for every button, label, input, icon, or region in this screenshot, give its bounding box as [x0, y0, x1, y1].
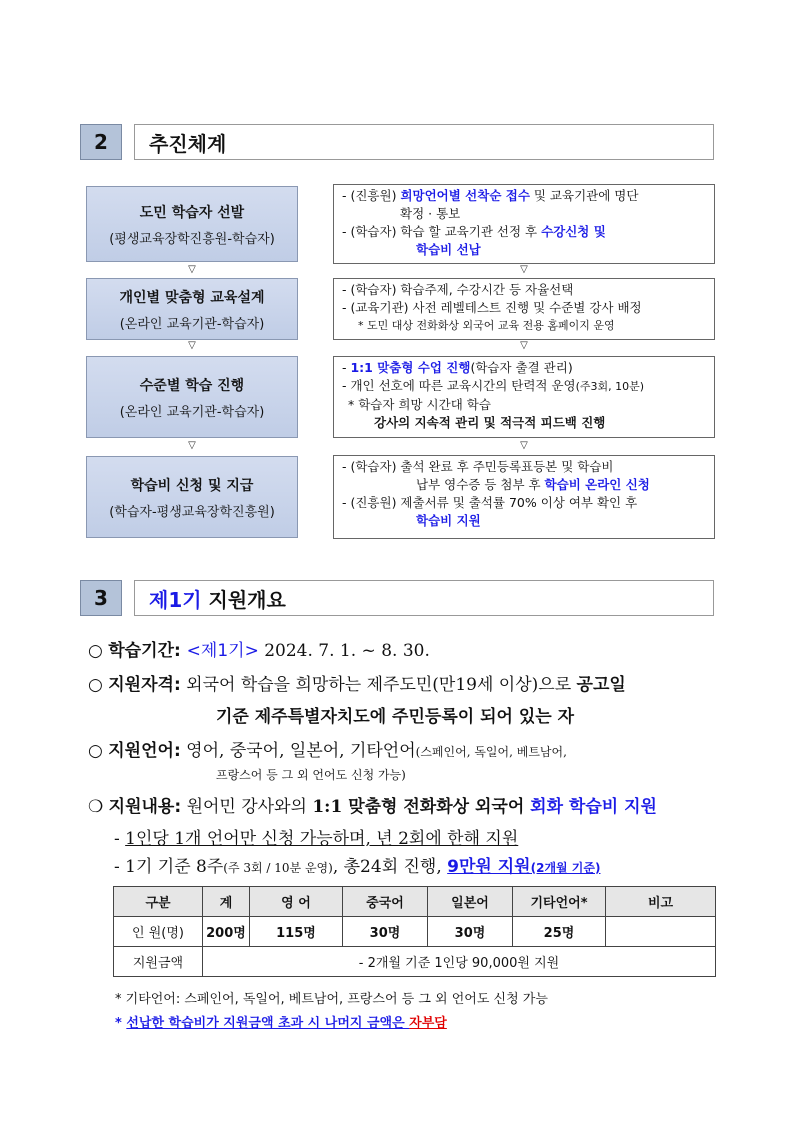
step-detail-payment	[333, 455, 715, 539]
detail-text: - (학습자) 학습주제, 수강시간 등 자율선택	[342, 282, 574, 297]
language-value: 영어, 중국어, 일본어, 기타언어	[180, 741, 416, 761]
step-title: 학습비 신청 및 지급	[130, 477, 254, 494]
detail-text: - 개인 선호에 따른 교육시간의 탄력적 운영	[342, 378, 576, 393]
detail-highlight: 학습비 선납	[416, 242, 481, 257]
table-cell: 115명	[250, 917, 343, 947]
step-subtitle: (온라인 교육기관-학습자)	[119, 404, 265, 420]
dash-highlight-small: (2개월 기준)	[530, 861, 601, 875]
section-title	[134, 580, 714, 616]
table-cell: - 2개월 기준 1인당 90,000원 지원	[203, 947, 716, 977]
qualification-bold: 기준 제주특별자치도에 주민등록이 되어 있는 자	[216, 707, 575, 727]
dash-small: (주 3회 / 10분 운영)	[223, 861, 333, 875]
support-table	[113, 886, 716, 977]
detail-text: 및 교육기관에 명단	[529, 188, 639, 203]
detail-highlight: 희망언어별 선착순 접수	[400, 188, 530, 203]
table-header: 계	[203, 887, 250, 917]
section-title-text: 지원개요	[201, 587, 286, 612]
down-arrow-icon: ▽	[520, 440, 528, 451]
table-cell	[606, 917, 716, 947]
detail-text: * 학습자 희망 시간대 학습	[348, 397, 491, 412]
detail-text: - (학습자) 학습 할 교육기관 선정 후	[342, 224, 542, 239]
detail-text: - (진흥원) 제출서류 및 출석률 70% 이상 여부 확인 후	[342, 495, 638, 510]
table-header-row	[114, 887, 716, 917]
detail-highlight: 학습비 온라인 신청	[544, 477, 650, 492]
step-title: 개인별 맞춤형 교육설계	[119, 289, 265, 306]
table-cell: 30명	[343, 917, 428, 947]
detail-text: - (학습자) 출석 완료 후 주민등록표등본 및 학습비	[342, 459, 614, 474]
dash-text: 1인당 1개 언어만 신청 가능하며, 년 2회에 한해 지원	[125, 829, 519, 849]
qualification-line: ○ 지원자격: 외국어 학습을 희망하는 제주도민(만19세 이상)으로 공고일	[88, 675, 626, 695]
detail-small: (주3회, 10분)	[575, 380, 645, 393]
footnote-other-languages: * 기타언어: 스페인어, 독일어, 베트남어, 프랑스어 등 그 외 언어도 신청 가능	[115, 992, 548, 1007]
language-note-2: 프랑스어 등 그 외 언어도 신청 가능)	[216, 768, 406, 782]
period-value: 2024. 7. 1. ~ 8. 30.	[258, 641, 430, 661]
step-box-design	[86, 278, 298, 340]
detail-text: 확정 · 통보	[400, 206, 461, 221]
language-line: ○ 지원언어: 영어, 중국어, 일본어, 기타언어(스페인어, 독일어, 베트남어,	[88, 741, 567, 761]
bullet-key: 학습기간	[108, 641, 174, 661]
step-detail-selection	[333, 184, 715, 264]
step-detail-learning: - 1:1 맞춤형 수업 진행(학습자 출결 관리) - 개인 선호에 따른 교육시간의 탄력적 운영(주3회, 10분) * 학습자 희망 시간대 학습 강사의 지속적 관리 및 적극적 피드백 진행	[333, 356, 715, 438]
dash-text: , 총24회 진행,	[332, 857, 448, 877]
table-cell: 지원금액	[114, 947, 203, 977]
dash-highlight: 9만원 지원	[447, 857, 531, 877]
qualification-bold: 공고일	[576, 675, 626, 695]
content-value: 원어민 강사와의	[181, 797, 313, 817]
step-subtitle: (온라인 교육기관-학습자)	[119, 316, 265, 332]
footnote-text: 선납한 학습비가 지원금액 초과 시 나머지 금액은	[126, 1016, 410, 1031]
table-row	[114, 917, 716, 947]
dash-line-1: - 1인당 1개 언어만 신청 가능하며, 년 2회에 한해 지원	[114, 829, 519, 849]
down-arrow-icon: ▽	[188, 340, 196, 351]
detail-text: 납부 영수증 등 첨부 후	[416, 477, 545, 492]
footnote-self-pay: * 선납한 학습비가 지원금액 초과 시 나머지 금액은 자부담	[115, 1016, 447, 1031]
detail-text: (학습자 출결 관리)	[470, 360, 573, 375]
section-number: 3	[80, 580, 122, 616]
bullet-key: 지원자격	[108, 675, 174, 695]
content-bold: 1:1 맞춤형 전화화상 외국어	[312, 797, 531, 817]
qualification-line-2	[216, 702, 736, 727]
language-note: (스페인어, 독일어, 베트남어,	[415, 745, 567, 759]
down-arrow-icon: ▽	[188, 264, 196, 275]
content-highlight: 회화 학습비 지원	[530, 797, 657, 817]
down-arrow-icon: ▽	[520, 340, 528, 351]
dash-line-2: - 1기 기준 8주(주 3회 / 10분 운영), 총24회 진행, 9만원 지원(2개월 기준)	[114, 857, 601, 877]
period-term: <제1기>	[186, 641, 259, 661]
section-number: 2	[80, 124, 122, 160]
table-header: 중국어	[343, 887, 428, 917]
section-title-highlight: 제1기	[149, 587, 202, 612]
table-cell: 인 원(명)	[114, 917, 203, 947]
table-cell: 200명	[203, 917, 250, 947]
footnote-highlight: 자부담	[409, 1016, 447, 1031]
detail-bold: 강사의 지속적 관리 및 적극적 피드백 진행	[374, 415, 606, 430]
table-row	[114, 947, 716, 977]
detail-note: * 도민 대상 전화화상 외국어 교육 전용 홈페이지 운영	[358, 319, 615, 332]
period-line: ○ 학습기간: <제1기> 2024. 7. 1. ~ 8. 30.	[88, 641, 430, 661]
step-title: 수준별 학습 진행	[139, 377, 245, 394]
table-header: 기타언어*	[513, 887, 606, 917]
section-title: 추진체계	[134, 124, 714, 160]
step-box-learning	[86, 356, 298, 438]
table-header: 일본어	[428, 887, 513, 917]
table-header: 영 어	[250, 887, 343, 917]
down-arrow-icon: ▽	[520, 264, 528, 275]
table-cell: 25명	[513, 917, 606, 947]
bullet-key: 지원언어	[108, 741, 174, 761]
step-box-payment	[86, 456, 298, 538]
table-cell: 30명	[428, 917, 513, 947]
detail-highlight: 수강신청 및	[541, 224, 606, 239]
table-header: 구분	[114, 887, 203, 917]
detail-highlight: 학습비 지원	[416, 513, 481, 528]
detail-highlight: 1:1 맞춤형 수업 진행	[350, 360, 471, 375]
qualification-value: 외국어 학습을 희망하는 제주도민(만19세 이상)으로	[180, 675, 577, 695]
dash-text: 1기 기준 8주	[125, 857, 224, 877]
table-header: 비고	[606, 887, 716, 917]
step-subtitle: (학습자-평생교육장학진흥원)	[109, 504, 275, 520]
step-detail-design	[333, 278, 715, 340]
detail-text: - (진흥원)	[342, 188, 401, 203]
step-box-selection	[86, 186, 298, 262]
step-title: 도민 학습자 선발	[139, 204, 245, 221]
step-subtitle: (평생교육장학진흥원-학습자)	[109, 231, 275, 247]
detail-text: - (교육기관) 사전 레벨테스트 진행 및 수준별 강사 배정	[342, 300, 642, 315]
bullet-key: 지원내용	[108, 797, 175, 817]
content-line: ❍ 지원내용: 원어민 강사와의 1:1 맞춤형 전화화상 외국어 회화 학습비 지원	[88, 797, 657, 817]
down-arrow-icon: ▽	[188, 440, 196, 451]
